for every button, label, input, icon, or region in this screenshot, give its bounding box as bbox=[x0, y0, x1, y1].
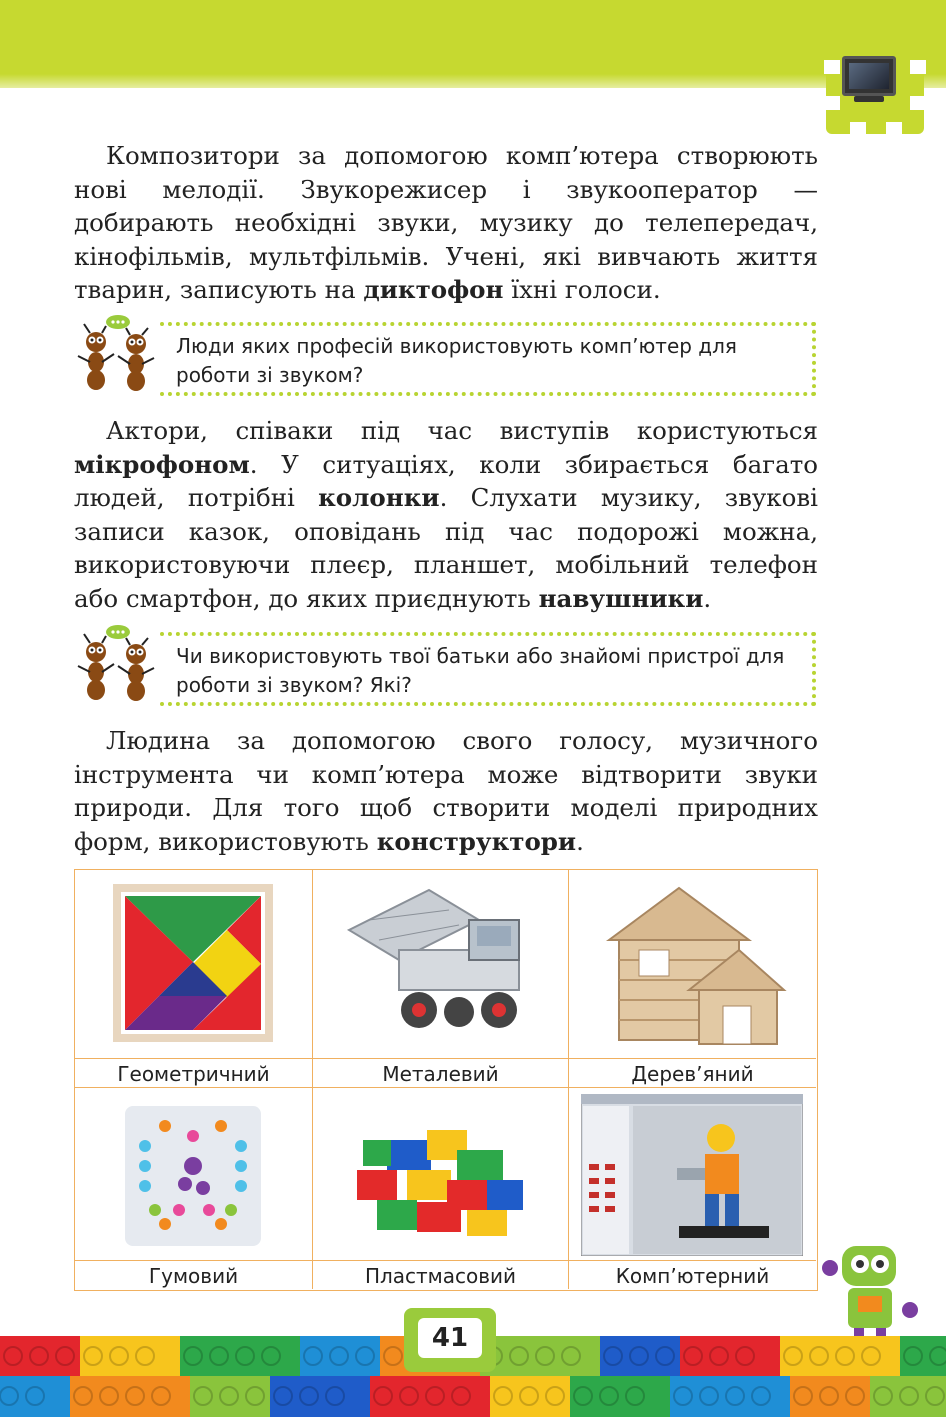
header-bar bbox=[0, 0, 946, 74]
brick-stud bbox=[262, 1347, 280, 1365]
paragraph-constructors bbox=[74, 724, 818, 858]
brick-stud bbox=[520, 1387, 538, 1405]
wooden-house-image bbox=[599, 880, 789, 1052]
cell-metal bbox=[313, 870, 569, 1088]
term-dictaphone: диктофон bbox=[363, 275, 504, 304]
caption-computer: Комп’ютерний bbox=[615, 1264, 770, 1288]
ants-icon bbox=[74, 314, 160, 394]
text: . bbox=[703, 583, 712, 613]
rubber-mosaic-image bbox=[125, 1106, 261, 1246]
puzzle-notch bbox=[910, 96, 926, 110]
metal-truck-image bbox=[339, 880, 539, 1050]
brick-stud bbox=[874, 1387, 892, 1405]
puzzle-notch bbox=[910, 60, 926, 74]
brick-stud bbox=[626, 1387, 644, 1405]
header-stripe bbox=[0, 74, 946, 88]
brick-stud bbox=[846, 1387, 864, 1405]
puzzle-notch bbox=[824, 96, 840, 110]
brick-stud bbox=[710, 1347, 728, 1365]
caption-metal: Металевий bbox=[382, 1062, 499, 1086]
term-constructors: конструктори bbox=[376, 826, 577, 856]
brick-stud bbox=[400, 1387, 418, 1405]
brick-stud bbox=[562, 1347, 580, 1365]
page-number: 41 bbox=[418, 1318, 482, 1358]
brick-stud bbox=[574, 1387, 592, 1405]
brick-stud bbox=[194, 1387, 212, 1405]
brick-stud bbox=[930, 1347, 946, 1365]
brick-stud bbox=[494, 1387, 512, 1405]
text: Актори, співаки під час виступів користуються bbox=[106, 416, 818, 445]
caption-plastic: Пластмасовий bbox=[364, 1264, 517, 1288]
brick-stud bbox=[4, 1347, 22, 1365]
brick-stud bbox=[56, 1347, 74, 1365]
brick-stud bbox=[330, 1347, 348, 1365]
brick-stud bbox=[84, 1347, 102, 1365]
brick-stud bbox=[836, 1347, 854, 1365]
brick-stud bbox=[926, 1387, 944, 1405]
brick-stud bbox=[510, 1347, 528, 1365]
brick-stud bbox=[674, 1387, 692, 1405]
brick-stud bbox=[110, 1347, 128, 1365]
constructors-table bbox=[74, 869, 818, 1291]
brick-stud bbox=[274, 1387, 292, 1405]
brick-stud bbox=[126, 1387, 144, 1405]
brick-stud bbox=[220, 1387, 238, 1405]
puzzle-notch bbox=[850, 122, 866, 136]
caption-geometric: Геометричний bbox=[117, 1062, 270, 1086]
brick-stud bbox=[900, 1387, 918, 1405]
brick-stud bbox=[600, 1387, 618, 1405]
brick-stud bbox=[736, 1347, 754, 1365]
brick-stud bbox=[810, 1347, 828, 1365]
brick-stud bbox=[794, 1387, 812, 1405]
brick-stud bbox=[100, 1387, 118, 1405]
brick-stud bbox=[536, 1347, 554, 1365]
brick-stud bbox=[74, 1387, 92, 1405]
brick-stud bbox=[784, 1347, 802, 1365]
text: Композитори за допомогою комп’ютера створюють нові мелодії. Звукорежисер і звукооператор — добирають необхідні звуки, музику до телепередач, кінофільмів, мультфільмів. Учені, які вивчають життя тварин, записують на bbox=[74, 141, 818, 304]
brick-stud bbox=[184, 1347, 202, 1365]
brick-stud bbox=[26, 1387, 44, 1405]
text: . Слухати музику, звукові записи казок, оповідань під час подорожі можна, використовуючи плеєр, планшет, мобільний телефон або смартфон, до яких приєднують bbox=[74, 483, 818, 613]
cell-plastic bbox=[313, 1088, 569, 1289]
computer-builder-image bbox=[581, 1094, 803, 1256]
term-headphones: навушники bbox=[538, 583, 704, 613]
computer-monitor-icon bbox=[842, 56, 896, 96]
page-number-badge bbox=[404, 1308, 496, 1372]
brick-stud bbox=[452, 1387, 470, 1405]
paragraph-actors bbox=[74, 414, 818, 615]
brick-stud bbox=[136, 1347, 154, 1365]
cell-rubber bbox=[75, 1088, 313, 1289]
text: . У ситуаціях, коли збирається багато людей, потрібні bbox=[74, 449, 818, 512]
brick-stud bbox=[752, 1387, 770, 1405]
brick-stud bbox=[726, 1387, 744, 1405]
question-text: Чи використовують твої батьки або знайомі пристрої для роботи зі звуком? Які? bbox=[176, 644, 785, 697]
caption-rubber: Гумовий bbox=[148, 1264, 239, 1288]
brick-stud bbox=[384, 1347, 402, 1365]
brick-stud bbox=[904, 1347, 922, 1365]
brick-stud bbox=[426, 1387, 444, 1405]
brick-stud bbox=[30, 1347, 48, 1365]
brick-stud bbox=[604, 1347, 622, 1365]
text: Людина за допомогою свого голосу, музичного інструмента чи комп’ютера може відтворити звуки природи. Для того щоб створити моделі природних форм, використовують bbox=[74, 726, 818, 856]
text: . bbox=[576, 826, 584, 856]
brick-stud bbox=[862, 1347, 880, 1365]
brick-stud bbox=[374, 1387, 392, 1405]
brick-stud bbox=[152, 1387, 170, 1405]
puzzle-notch bbox=[886, 122, 902, 136]
monitor-stand-icon bbox=[854, 96, 884, 102]
question-box-1 bbox=[160, 322, 816, 396]
brick-stud bbox=[630, 1347, 648, 1365]
tangram-image bbox=[113, 884, 273, 1042]
brick-stud bbox=[0, 1387, 18, 1405]
puzzle-notch bbox=[824, 60, 840, 74]
brick-stud bbox=[236, 1347, 254, 1365]
brick-stud bbox=[246, 1387, 264, 1405]
brick-stud bbox=[820, 1387, 838, 1405]
brick-stud bbox=[700, 1387, 718, 1405]
brick-stud bbox=[326, 1387, 344, 1405]
text: їхні голоси. bbox=[503, 275, 661, 304]
cell-computer bbox=[569, 1088, 816, 1289]
plastic-bricks-image bbox=[347, 1110, 533, 1240]
term-speakers: колонки bbox=[318, 483, 440, 512]
ants-icon bbox=[74, 624, 160, 704]
paragraph-composers bbox=[74, 139, 818, 307]
brick-stud bbox=[300, 1387, 318, 1405]
brick-stud bbox=[356, 1347, 374, 1365]
question-text: Люди яких професій використовують комп’ютер для роботи зі звуком? bbox=[176, 334, 737, 387]
robot-icon bbox=[818, 1238, 922, 1342]
brick-stud bbox=[210, 1347, 228, 1365]
brick-stud bbox=[684, 1347, 702, 1365]
cell-geometric bbox=[75, 870, 313, 1088]
caption-wooden: Дерев’яний bbox=[631, 1062, 754, 1086]
cell-wooden bbox=[569, 870, 816, 1088]
question-box-2 bbox=[160, 632, 816, 706]
brick-stud bbox=[546, 1387, 564, 1405]
brick-stud bbox=[656, 1347, 674, 1365]
brick-stud bbox=[304, 1347, 322, 1365]
term-microphone: мікрофоном bbox=[74, 449, 250, 479]
